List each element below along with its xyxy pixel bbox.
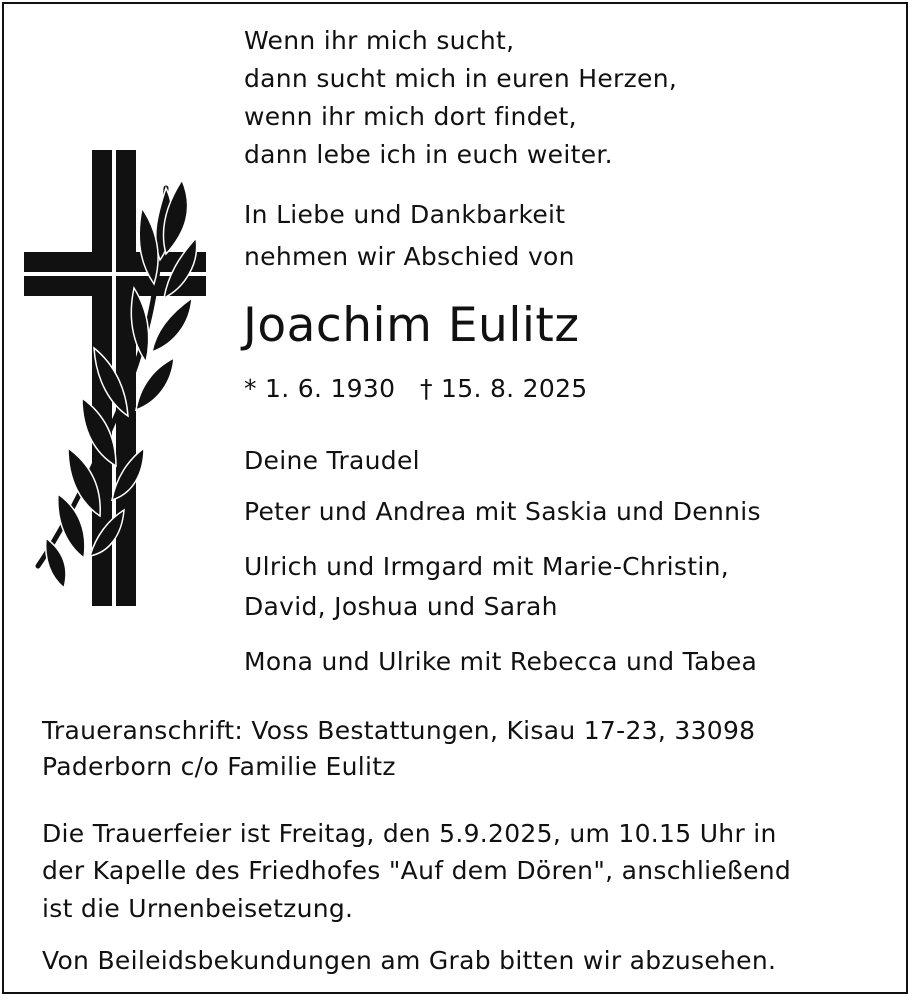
poem-line: Wenn ihr mich sucht,	[244, 26, 515, 55]
poem-line: wenn ihr mich dort findet,	[244, 102, 577, 131]
mourner-line: Ulrich und Irmgard mit Marie-Christin,	[244, 552, 729, 581]
life-dates: * 1. 6. 1930 † 15. 8. 2025	[244, 374, 588, 403]
ceremony-line: der Kapelle des Friedhofes "Auf dem Dören", anschließend	[42, 856, 792, 885]
mourner-line: Peter und Andrea mit Saskia und Dennis	[244, 497, 761, 526]
deceased-name: Joachim Eulitz	[243, 298, 580, 353]
cross-with-palm-branch-icon	[24, 148, 214, 610]
intro-line: In Liebe und Dankbarkeit	[244, 200, 566, 229]
ceremony-line: ist die Urnenbeisetzung.	[42, 894, 354, 923]
address-line: Traueranschrift: Voss Bestattungen, Kisau 17-23, 33098	[42, 716, 756, 745]
intro-line: nehmen wir Abschied von	[244, 242, 575, 271]
mourner-line: Mona und Ulrike mit Rebecca und Tabea	[244, 647, 758, 676]
mourner-line: David, Joshua und Sarah	[244, 592, 558, 621]
ceremony-line: Die Trauerfeier ist Freitag, den 5.9.2025, um 10.15 Uhr in	[42, 819, 777, 848]
poem-line: dann lebe ich in euch weiter.	[244, 140, 613, 169]
mourner-line: Deine Traudel	[244, 446, 420, 475]
address-line: Paderborn c/o Familie Eulitz	[42, 752, 396, 781]
closing-note: Von Beileidsbekundungen am Grab bitten wir abzusehen.	[42, 946, 777, 975]
poem-line: dann sucht mich in euren Herzen,	[244, 64, 678, 93]
